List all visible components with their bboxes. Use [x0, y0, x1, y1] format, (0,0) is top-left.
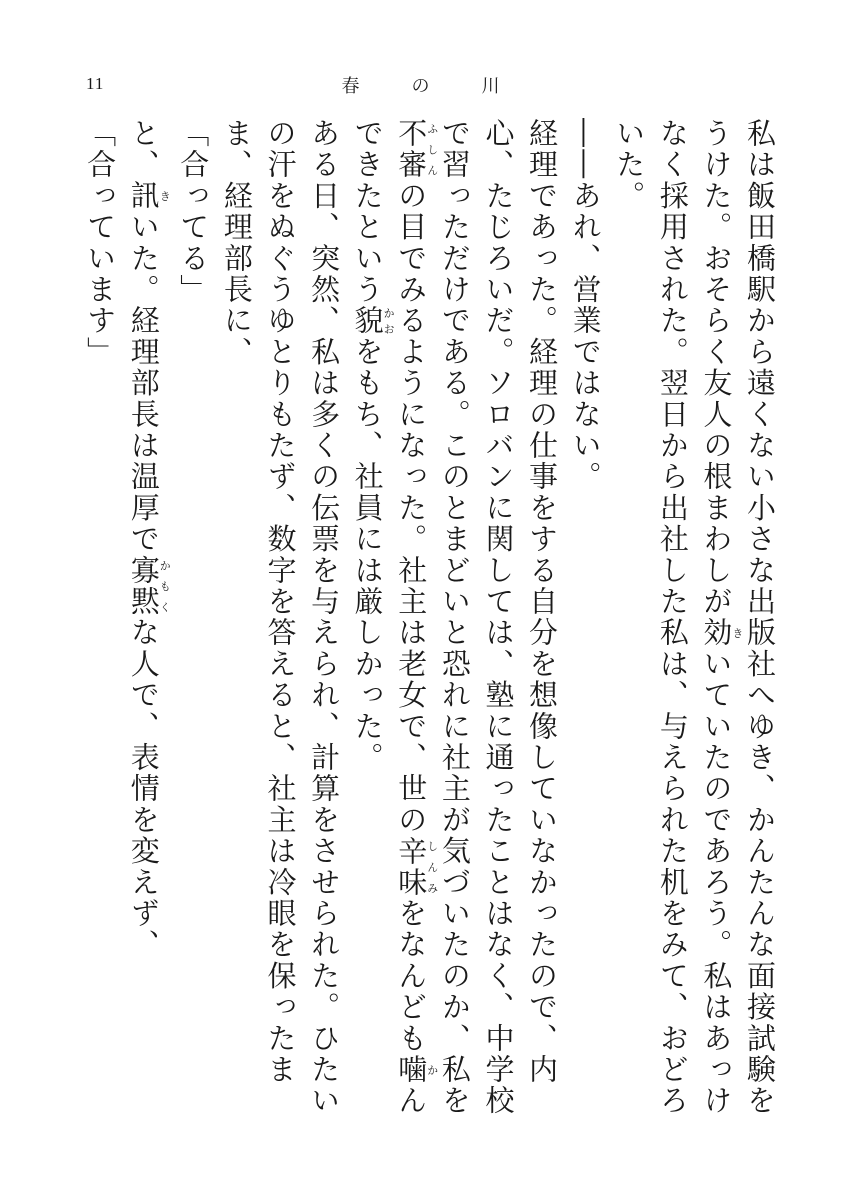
text-run: と、 — [126, 118, 161, 181]
furigana-word — [350, 305, 396, 337]
ruby-reading: か — [425, 1054, 439, 1086]
furigana-word — [394, 118, 439, 181]
ruby-reading: かお — [382, 305, 396, 337]
furigana-word — [394, 1054, 439, 1086]
text-run: 私は飯田橋駅から遠くない小さな出版社へゆき、かんたんな面接試験をうけた。おそらく友人の根まわしが — [699, 118, 777, 1117]
text-run: いた。経理部長は温厚で — [126, 211, 161, 555]
paragraph — [171, 118, 215, 1128]
ruby-reading: き — [730, 617, 744, 649]
ruby-base: 貌 — [350, 305, 385, 337]
text-run: んできたという — [350, 118, 429, 1117]
text-run: ある日、突然、私は多くの伝票を与えられ、計算をさせられた。ひたいの汗をぬぐうゆとりもたず、数字を答えると、社主は冷眼を保ったまま、経理部長に、 — [219, 118, 342, 1117]
text-run: 経理であった。経理の仕事をする自分を想像していなかったので、内心、たじろいだ。ソロバンに関しては、塾に通ったことはなく、中学校で習っただけである。このとまどいと恐れに社主が気づいたのか、私を — [437, 118, 560, 1117]
ruby-reading: しんみ — [425, 835, 439, 898]
ruby-base: 不審 — [394, 118, 429, 181]
furigana-word — [126, 180, 172, 212]
body-text — [61, 118, 781, 1128]
text-run: の目でみるようになった。社主は老女で、世の — [394, 180, 429, 836]
paragraph — [121, 118, 171, 1128]
text-run: 「合ってる」 — [176, 118, 211, 306]
paragraph — [607, 118, 781, 1128]
ruby-base: 訊 — [126, 180, 161, 212]
ruby-reading: ふしん — [425, 118, 439, 181]
text-run: な人で、表情を変えず、 — [126, 617, 161, 961]
paragraph — [563, 118, 607, 1128]
furigana-word — [126, 554, 172, 618]
ruby-base: 効 — [699, 617, 734, 649]
paragraph — [345, 118, 563, 1128]
ruby-reading: かもく — [158, 554, 172, 618]
ruby-base: 辛味 — [394, 835, 429, 899]
furigana-word — [394, 835, 439, 899]
running-title: 春の川 — [341, 76, 552, 97]
text-run: をなんども — [394, 898, 429, 1055]
ruby-reading: き — [158, 180, 172, 212]
ruby-base: 噛 — [394, 1054, 429, 1086]
text-run: ――あれ、営業ではない。 — [568, 118, 603, 493]
text-run: いていたのであろう。私はあっけなく採用された。翌日から出社した私は、与えられた机をみて、おどろいた。 — [612, 118, 734, 1117]
text-run: をもち、社員には厳しかった。 — [350, 336, 385, 774]
ruby-base: 寡黙 — [126, 554, 161, 618]
paragraph — [78, 118, 122, 1128]
paragraph — [214, 118, 345, 1128]
furigana-word — [699, 617, 744, 649]
text-run: 「合っています」 — [83, 118, 118, 368]
page-number: 11 — [86, 74, 105, 93]
